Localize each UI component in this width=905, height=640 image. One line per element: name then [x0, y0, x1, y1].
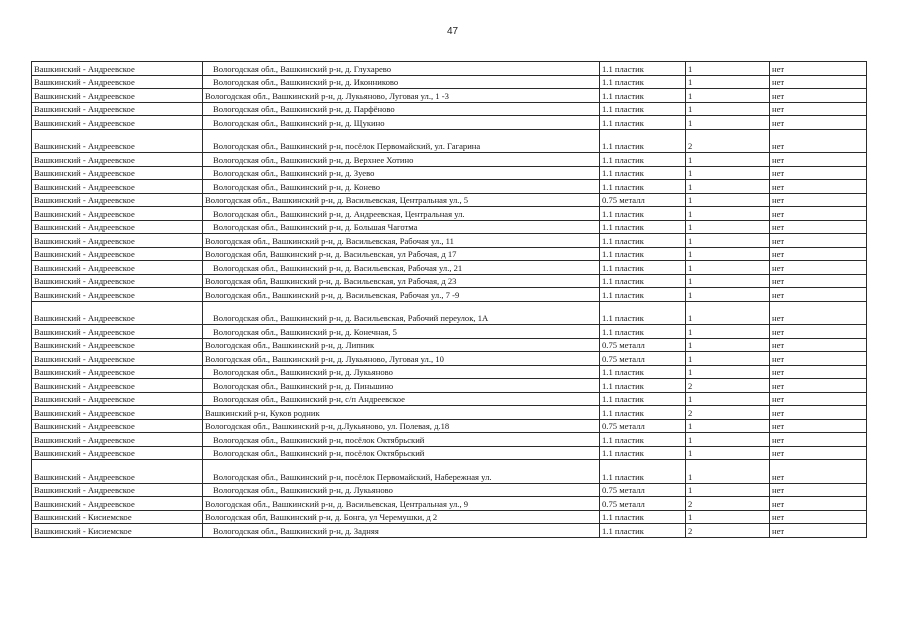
container-type-cell: 0.75 металл: [600, 419, 686, 433]
table-row: [32, 379, 867, 393]
flag-cell: нет: [770, 220, 867, 234]
area-cell: Вашкинский - Андреевское: [32, 483, 203, 497]
container-type-cell: 1.1 пластик: [600, 102, 686, 116]
flag-cell: нет: [770, 193, 867, 207]
count-cell: 1: [686, 460, 770, 484]
table-row: [32, 207, 867, 221]
address-cell: Вологодская обл., Вашкинский р-н, д. Васильевская, Центральная ул., 9: [203, 497, 600, 511]
area-cell: Вашкинский - Андреевское: [32, 129, 203, 153]
area-cell: Вашкинский - Андреевское: [32, 75, 203, 89]
count-cell: 2: [686, 379, 770, 393]
container-type-cell: 1.1 пластик: [600, 234, 686, 248]
count-cell: 1: [686, 207, 770, 221]
flag-cell: нет: [770, 483, 867, 497]
count-cell: 1: [686, 102, 770, 116]
count-cell: 1: [686, 75, 770, 89]
container-type-cell: 0.75 металл: [600, 193, 686, 207]
flag-cell: нет: [770, 365, 867, 379]
address-cell: Вологодская обл, Вашкинский р-н, д. Бонга, ул Черемушки, д 2: [203, 510, 600, 524]
table-row: [32, 510, 867, 524]
area-cell: Вашкинский - Андреевское: [32, 89, 203, 103]
area-cell: Вашкинский - Андреевское: [32, 234, 203, 248]
address-cell: Вологодская обл, Вашкинский р-н, д. Васильевская, ул Рабочая, д 23: [203, 274, 600, 288]
table-row: [32, 261, 867, 275]
area-cell: Вашкинский - Андреевское: [32, 433, 203, 447]
area-cell: Вашкинский - Андреевское: [32, 62, 203, 76]
address-cell: Вологодская обл., Вашкинский р-н, д. Пиньшино: [203, 379, 600, 393]
area-cell: Вашкинский - Андреевское: [32, 338, 203, 352]
count-cell: 1: [686, 446, 770, 460]
count-cell: 1: [686, 116, 770, 130]
flag-cell: нет: [770, 510, 867, 524]
container-type-cell: 1.1 пластик: [600, 247, 686, 261]
area-cell: Вашкинский - Андреевское: [32, 419, 203, 433]
container-type-cell: 1.1 пластик: [600, 153, 686, 167]
flag-cell: нет: [770, 116, 867, 130]
area-cell: Вашкинский - Андреевское: [32, 193, 203, 207]
table-body: [32, 62, 867, 538]
flag-cell: нет: [770, 392, 867, 406]
table-row: [32, 75, 867, 89]
flag-cell: нет: [770, 153, 867, 167]
table-row: [32, 460, 867, 484]
count-cell: 1: [686, 288, 770, 302]
area-cell: Вашкинский - Андреевское: [32, 352, 203, 366]
container-type-cell: 0.75 металл: [600, 483, 686, 497]
container-type-cell: 1.1 пластик: [600, 180, 686, 194]
container-type-cell: 0.75 металл: [600, 352, 686, 366]
table-row: [32, 392, 867, 406]
container-type-cell: 0.75 металл: [600, 338, 686, 352]
area-cell: Вашкинский - Андреевское: [32, 220, 203, 234]
address-cell: Вологодская обл., Вашкинский р-н, д. Иконниково: [203, 75, 600, 89]
address-cell: Вологодская обл., Вашкинский р-н, д. Зуево: [203, 166, 600, 180]
address-cell: Вологодская обл., Вашкинский р-н, д. Васильевская, Центральная ул., 5: [203, 193, 600, 207]
area-cell: Вашкинский - Кисиемское: [32, 524, 203, 538]
count-cell: 1: [686, 153, 770, 167]
flag-cell: нет: [770, 234, 867, 248]
address-cell: Вологодская обл., Вашкинский р-н, д. Лукьяново: [203, 483, 600, 497]
flag-cell: нет: [770, 247, 867, 261]
area-cell: Вашкинский - Андреевское: [32, 261, 203, 275]
flag-cell: нет: [770, 433, 867, 447]
area-cell: Вашкинский - Андреевское: [32, 180, 203, 194]
count-cell: 1: [686, 274, 770, 288]
flag-cell: нет: [770, 406, 867, 420]
count-cell: 1: [686, 392, 770, 406]
table-row: [32, 220, 867, 234]
table-row: [32, 247, 867, 261]
count-cell: 1: [686, 433, 770, 447]
table-row: [32, 483, 867, 497]
table-row: [32, 497, 867, 511]
table-row: [32, 153, 867, 167]
address-cell: Вологодская обл., Вашкинский р-н, посёлок Первомайский, Набережная ул.: [203, 460, 600, 484]
address-cell: Вологодская обл., Вашкинский р-н, д. Задняя: [203, 524, 600, 538]
container-sites-table: [31, 61, 867, 538]
flag-cell: нет: [770, 446, 867, 460]
container-type-cell: 1.1 пластик: [600, 261, 686, 275]
address-cell: Вологодская обл., Вашкинский р-н, д. Парфёново: [203, 102, 600, 116]
address-cell: Вологодская обл., Вашкинский р-н, д. Липник: [203, 338, 600, 352]
area-cell: Вашкинский - Андреевское: [32, 379, 203, 393]
count-cell: 1: [686, 352, 770, 366]
container-type-cell: 1.1 пластик: [600, 89, 686, 103]
table-row: [32, 325, 867, 339]
area-cell: Вашкинский - Андреевское: [32, 365, 203, 379]
count-cell: 1: [686, 510, 770, 524]
count-cell: 2: [686, 524, 770, 538]
count-cell: 1: [686, 247, 770, 261]
area-cell: Вашкинский - Андреевское: [32, 392, 203, 406]
table-row: [32, 446, 867, 460]
flag-cell: нет: [770, 180, 867, 194]
flag-cell: нет: [770, 62, 867, 76]
table-row: [32, 433, 867, 447]
count-cell: 1: [686, 180, 770, 194]
address-cell: Вологодская обл., Вашкинский р-н, д. Лукьяново, Луговая ул., 10: [203, 352, 600, 366]
page-number: 47: [446, 26, 459, 37]
container-type-cell: 1.1 пластик: [600, 274, 686, 288]
container-type-cell: 1.1 пластик: [600, 301, 686, 325]
table-row: [32, 89, 867, 103]
area-cell: Вашкинский - Андреевское: [32, 116, 203, 130]
table-row: [32, 406, 867, 420]
address-cell: Вологодская обл., Вашкинский р-н, д. Конево: [203, 180, 600, 194]
area-cell: Вашкинский - Андреевское: [32, 406, 203, 420]
container-type-cell: 1.1 пластик: [600, 207, 686, 221]
count-cell: 2: [686, 497, 770, 511]
container-type-cell: 1.1 пластик: [600, 325, 686, 339]
count-cell: 1: [686, 89, 770, 103]
area-cell: Вашкинский - Андреевское: [32, 288, 203, 302]
flag-cell: нет: [770, 261, 867, 275]
area-cell: Вашкинский - Андреевское: [32, 497, 203, 511]
container-type-cell: 1.1 пластик: [600, 510, 686, 524]
address-cell: Вологодская обл., Вашкинский р-н, д. Васильевская, Рабочая ул., 7 -9: [203, 288, 600, 302]
address-cell: Вологодская обл., Вашкинский р-н, посёлок Первомайский, ул. Гагарина: [203, 129, 600, 153]
area-cell: Вашкинский - Андреевское: [32, 247, 203, 261]
count-cell: 1: [686, 325, 770, 339]
address-cell: Вологодская обл., Вашкинский р-н, д. Лукьяново, Луговая ул., 1 -3: [203, 89, 600, 103]
area-cell: Вашкинский - Кисиемское: [32, 510, 203, 524]
area-cell: Вашкинский - Андреевское: [32, 325, 203, 339]
table-row: [32, 129, 867, 153]
container-type-cell: 1.1 пластик: [600, 446, 686, 460]
table-row: [32, 62, 867, 76]
count-cell: 1: [686, 483, 770, 497]
table-row: [32, 116, 867, 130]
count-cell: 2: [686, 129, 770, 153]
count-cell: 1: [686, 338, 770, 352]
address-cell: Вологодская обл., Вашкинский р-н, с/п Андреевское: [203, 392, 600, 406]
flag-cell: нет: [770, 166, 867, 180]
container-type-cell: 1.1 пластик: [600, 460, 686, 484]
flag-cell: нет: [770, 274, 867, 288]
count-cell: 1: [686, 261, 770, 275]
address-cell: Вологодская обл., Вашкинский р-н, д. Васильевская, Рабочая ул., 11: [203, 234, 600, 248]
count-cell: 2: [686, 406, 770, 420]
flag-cell: нет: [770, 301, 867, 325]
area-cell: Вашкинский - Андреевское: [32, 301, 203, 325]
address-cell: Вологодская обл., Вашкинский р-н, посёлок Октябрьский: [203, 433, 600, 447]
flag-cell: нет: [770, 325, 867, 339]
area-cell: Вашкинский - Андреевское: [32, 102, 203, 116]
address-cell: Вологодская обл., Вашкинский р-н, д. Верхнее Хотино: [203, 153, 600, 167]
area-cell: Вашкинский - Андреевское: [32, 460, 203, 484]
container-type-cell: 1.1 пластик: [600, 433, 686, 447]
container-type-cell: 1.1 пластик: [600, 220, 686, 234]
flag-cell: нет: [770, 524, 867, 538]
container-type-cell: 1.1 пластик: [600, 524, 686, 538]
table-row: [32, 338, 867, 352]
container-type-cell: 1.1 пластик: [600, 129, 686, 153]
table-row: [32, 419, 867, 433]
address-cell: Вологодская обл., Вашкинский р-н, д. Андреевская, Центральная ул.: [203, 207, 600, 221]
address-cell: Вологодская обл., Вашкинский р-н, д.Лукьяново, ул. Полевая, д.18: [203, 419, 600, 433]
area-cell: Вашкинский - Андреевское: [32, 207, 203, 221]
container-type-cell: 1.1 пластик: [600, 379, 686, 393]
container-type-cell: 1.1 пластик: [600, 365, 686, 379]
container-type-cell: 1.1 пластик: [600, 166, 686, 180]
address-cell: Вологодская обл., Вашкинский р-н, посёлок Октябрьский: [203, 446, 600, 460]
container-type-cell: 1.1 пластик: [600, 288, 686, 302]
area-cell: Вашкинский - Андреевское: [32, 166, 203, 180]
flag-cell: нет: [770, 379, 867, 393]
container-type-cell: 1.1 пластик: [600, 392, 686, 406]
address-cell: Вологодская обл., Вашкинский р-н, д. Глухарево: [203, 62, 600, 76]
count-cell: 1: [686, 419, 770, 433]
table-row: [32, 166, 867, 180]
table-row: [32, 234, 867, 248]
table-row: [32, 288, 867, 302]
container-type-cell: 1.1 пластик: [600, 406, 686, 420]
flag-cell: нет: [770, 338, 867, 352]
flag-cell: нет: [770, 89, 867, 103]
address-cell: Вологодская обл., Вашкинский р-н, д. Васильевская, Рабочий переулок, 1А: [203, 301, 600, 325]
flag-cell: нет: [770, 352, 867, 366]
table-row: [32, 180, 867, 194]
address-cell: Вашкинский р-н, Куков родник: [203, 406, 600, 420]
table-row: [32, 365, 867, 379]
container-type-cell: 0.75 металл: [600, 497, 686, 511]
address-cell: Вологодская обл, Вашкинский р-н, д. Васильевская, ул Рабочая, д 17: [203, 247, 600, 261]
flag-cell: нет: [770, 419, 867, 433]
table-row: [32, 352, 867, 366]
area-cell: Вашкинский - Андреевское: [32, 274, 203, 288]
table-row: [32, 301, 867, 325]
flag-cell: нет: [770, 288, 867, 302]
flag-cell: нет: [770, 75, 867, 89]
flag-cell: нет: [770, 129, 867, 153]
count-cell: 1: [686, 365, 770, 379]
table-row: [32, 193, 867, 207]
count-cell: 1: [686, 166, 770, 180]
table-row: [32, 524, 867, 538]
count-cell: 1: [686, 193, 770, 207]
count-cell: 1: [686, 234, 770, 248]
count-cell: 1: [686, 220, 770, 234]
container-type-cell: 1.1 пластик: [600, 116, 686, 130]
flag-cell: нет: [770, 460, 867, 484]
address-cell: Вологодская обл., Вашкинский р-н, д. Большая Чаготма: [203, 220, 600, 234]
address-cell: Вологодская обл., Вашкинский р-н, д. Васильевская, Рабочая ул., 21: [203, 261, 600, 275]
address-cell: Вологодская обл., Вашкинский р-н, д. Лукьяново: [203, 365, 600, 379]
table-row: [32, 102, 867, 116]
container-type-cell: 1.1 пластик: [600, 62, 686, 76]
flag-cell: нет: [770, 497, 867, 511]
container-type-cell: 1.1 пластик: [600, 75, 686, 89]
address-cell: Вологодская обл., Вашкинский р-н, д. Щукино: [203, 116, 600, 130]
flag-cell: нет: [770, 102, 867, 116]
count-cell: 1: [686, 62, 770, 76]
address-cell: Вологодская обл., Вашкинский р-н, д. Конечная, 5: [203, 325, 600, 339]
flag-cell: нет: [770, 207, 867, 221]
area-cell: Вашкинский - Андреевское: [32, 153, 203, 167]
table-row: [32, 274, 867, 288]
area-cell: Вашкинский - Андреевское: [32, 446, 203, 460]
count-cell: 1: [686, 301, 770, 325]
